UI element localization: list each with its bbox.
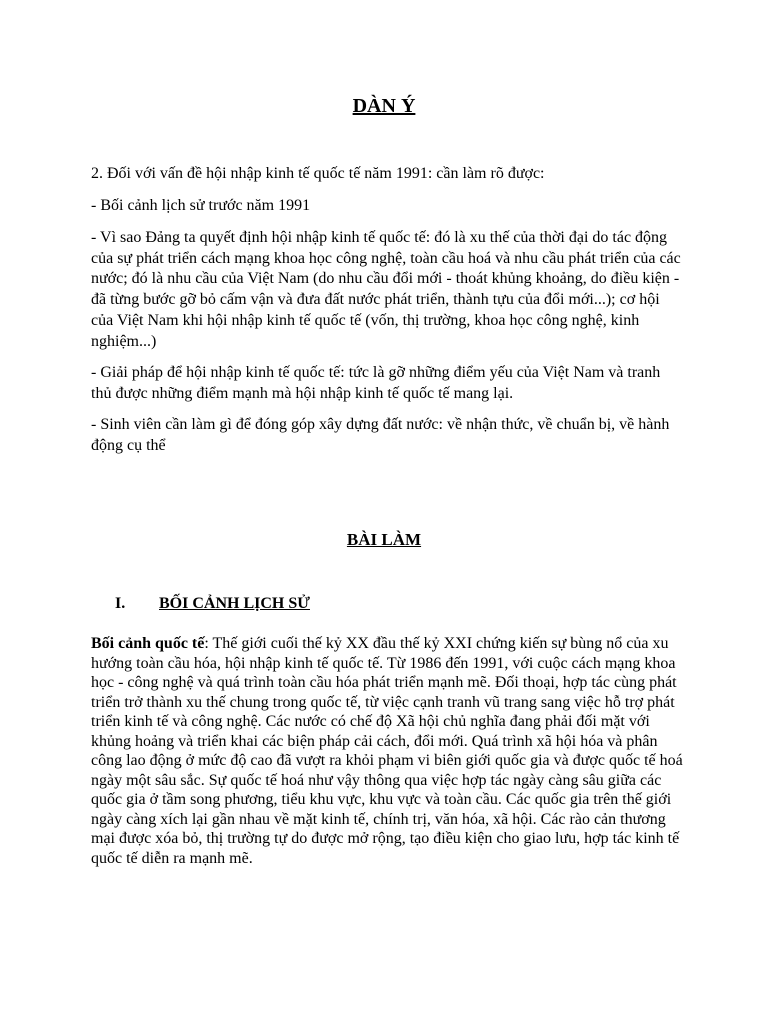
outline-item-context: - Bối cảnh lịch sử trước năm 1991 (91, 197, 311, 214)
section-heading (115, 594, 310, 614)
document-subtitle: BÀI LÀM (346, 530, 422, 549)
outline-item-students: - Sinh viên cần làm gì để đóng góp xây dựng đất nước: về nhận thức, về chuẩn bị, về hành động cụ thể (91, 416, 670, 454)
section-heading-text: BỐI CẢNH LỊCH SỬ (159, 595, 310, 612)
section-lead: Bối cảnh quốc tế (91, 635, 205, 652)
section-body-text: : Thế giới cuối thế kỷ XX đầu thế kỷ XXI chứng kiến sự bùng nổ của xu hướng toàn cầu hóa, hội nhập kinh tế quốc tế. Từ 1986 đến 1991, với cuộc cách mạng khoa học - công nghệ và quá trình toàn cầu hóa phát triển mạnh mẽ. Đối thoại, hợp tác cùng phát triển trở thành xu thế chung trong quốc tế, từ việc cạnh tranh vũ trang sang việc hỗ trợ phát triển kinh tế và công nghệ. Các nước có chế độ Xã hội chủ nghĩa đang phải đối mặt với khủng hoảng và triển khai các biện pháp cải cách, đổi mới. Quá trình xã hội hóa và phân công lao động ở mức độ cao đã vượt ra khỏi phạm vi biên giới quốc gia và được quốc tế hoá ngày một sâu sắc. Sự quốc tế hoá như vậy thông qua việc hợp tác ngày càng sâu giữa các quốc gia ở tầm song phương, tiểu khu vực, khu vực và toàn cầu. Các quốc gia trên thế giới ngày càng xích lại gần nhau về mặt kinh tế, chính trị, văn hóa, xã hội. Các rào cản thương mại được xóa bỏ, thị trường tự do được mở rộng, tạo điều kiện cho giao lưu, hợp tác kinh tế quốc tế diễn ra mạnh mẽ. (91, 635, 683, 867)
outline-item-reasons: - Vì sao Đảng ta quyết định hội nhập kinh tế quốc tế: đó là xu thế của thời đại do tác động của sự phát triển cách mạng khoa học công nghệ, toàn cầu hoá và nhu cầu phát triển của các nước; đó là nhu cầu của Việt Nam (do nhu cầu đổi mới - thoát khủng khoảng, do điều kiện - đã từng bước gỡ bỏ cấm vận và đưa đất nước phát triển, thành tựu của đổi mới...); cơ hội của Việt Nam khi hội nhập kinh tế quốc tế (vốn, thị trường, khoa học công nghệ, kinh nghiệm...) (91, 229, 681, 350)
outline-intro: 2. Đối với vấn đề hội nhập kinh tế quốc tế năm 1991: cần làm rõ được: (91, 165, 545, 182)
document-title: DÀN Ý (352, 95, 416, 117)
outline-item-solutions: - Giải pháp để hội nhập kinh tế quốc tế: tức là gỡ những điểm yếu của Việt Nam và tranh thủ được những điểm mạnh mà hội nhập kinh tế quốc tế mang lại. (91, 364, 661, 402)
section-number: I. (115, 595, 126, 612)
section-body-paragraph (91, 634, 683, 868)
